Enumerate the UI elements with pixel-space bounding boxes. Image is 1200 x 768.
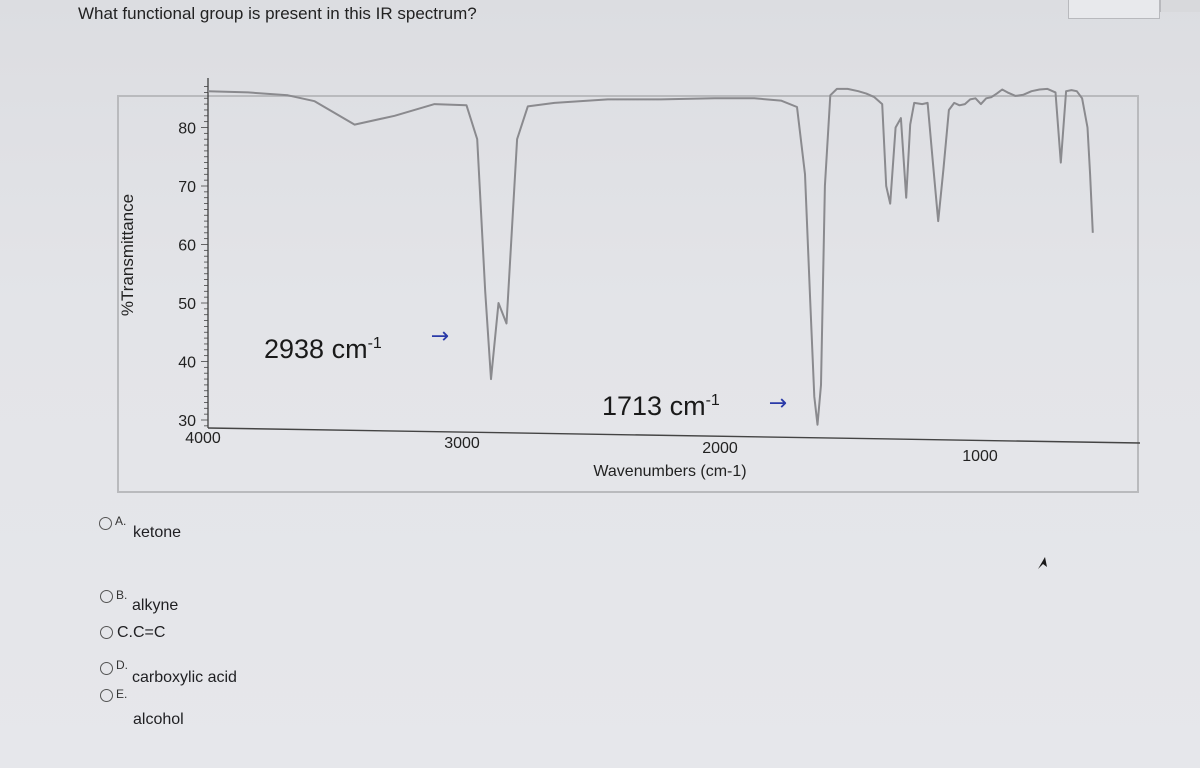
- x-axis-label: Wavenumbers (cm-1): [593, 463, 747, 480]
- radio-button[interactable]: [99, 517, 112, 530]
- x-axis: [185, 428, 1140, 480]
- radio-button[interactable]: [100, 626, 113, 639]
- mouse-cursor-icon: [1036, 555, 1052, 573]
- peak-label: 1713 $cm^{-1}$: [602, 391, 720, 421]
- y-axis-label: %Transmittance: [118, 193, 137, 317]
- option-text[interactable]: alcohol: [133, 711, 184, 728]
- peak-label: 2938 $cm^{-1}$: [264, 334, 382, 364]
- x-tick-label: 1000: [962, 448, 998, 465]
- radio-button[interactable]: [100, 590, 113, 603]
- option-letter: B.: [116, 588, 128, 602]
- arrow-icon: →: [768, 391, 787, 416]
- option-text[interactable]: carboxylic acid: [132, 669, 237, 686]
- y-tick-label: 50: [178, 296, 196, 313]
- spectrum-series: [208, 89, 1093, 425]
- arrow-icon: →: [430, 324, 449, 349]
- y-tick-label: 40: [178, 354, 196, 372]
- x-axis-line: [208, 428, 1140, 443]
- y-tick-label: 70: [178, 179, 196, 196]
- option-text[interactable]: alkyne: [132, 597, 179, 614]
- question-text: What functional group is present in this IR spectrum?: [78, 4, 477, 23]
- y-tick-label: 60: [178, 237, 196, 255]
- spectrum-line: [208, 89, 1093, 425]
- x-tick-label: 2000: [702, 440, 738, 457]
- y-tick-label: 30: [178, 413, 196, 430]
- option-letter: D.: [116, 658, 128, 672]
- x-tick-label: 3000: [444, 435, 480, 452]
- y-axis: [178, 78, 208, 430]
- y-tick-label: 80: [178, 120, 196, 138]
- radio-button[interactable]: [100, 662, 113, 675]
- peak-annotations: [264, 324, 787, 421]
- option-letter: A.: [115, 514, 127, 528]
- option-letter: E.: [116, 687, 128, 701]
- x-tick-label: 4000: [185, 430, 221, 447]
- option-text[interactable]: ketone: [133, 524, 182, 541]
- radio-button[interactable]: [100, 689, 113, 702]
- option-text[interactable]: C.C=C: [117, 624, 166, 641]
